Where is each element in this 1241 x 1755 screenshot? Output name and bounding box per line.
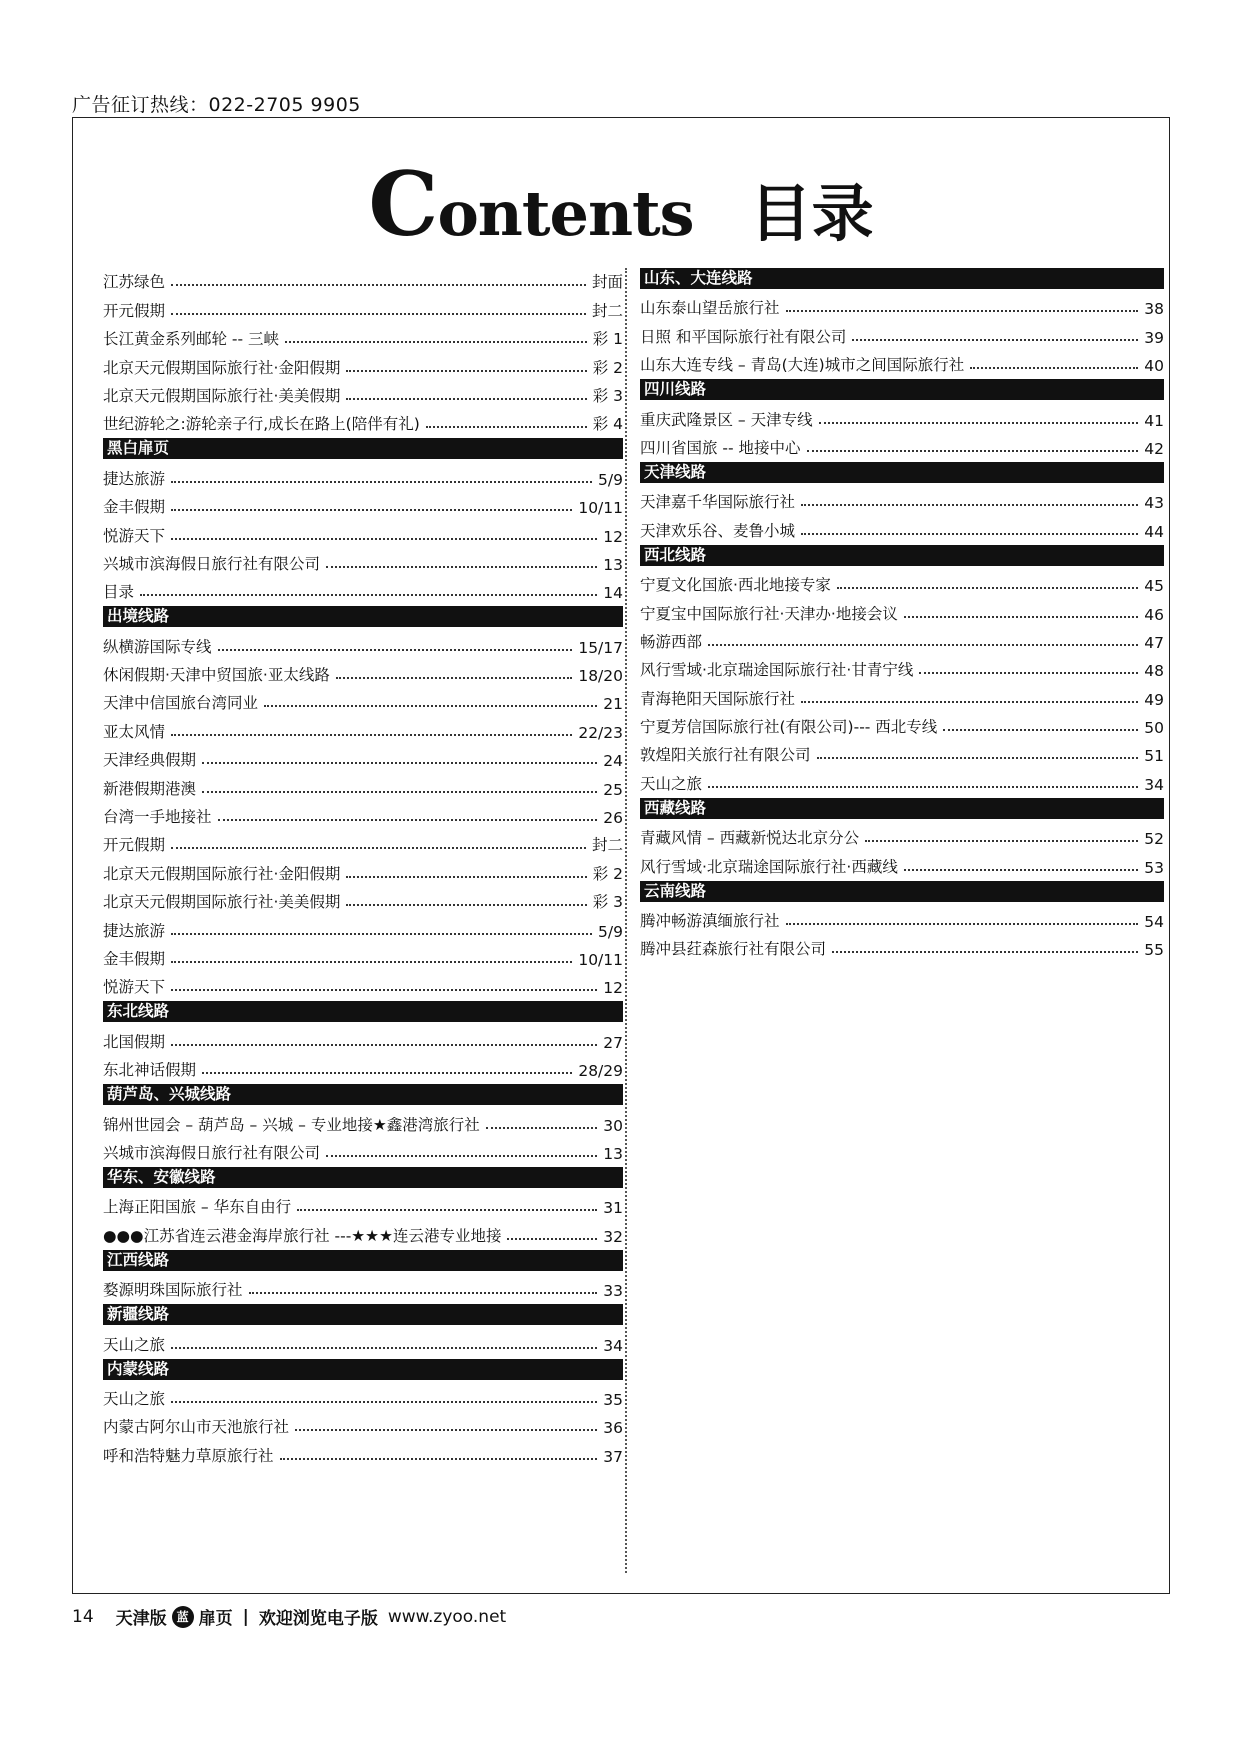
dot-leader — [346, 875, 586, 878]
toc-entry[interactable] — [103, 1052, 623, 1080]
toc-entry[interactable] — [640, 401, 1164, 429]
title-chinese: 目录 — [749, 177, 874, 250]
toc-entry[interactable] — [103, 1381, 623, 1409]
entry-label: 台湾一手地接社 — [103, 808, 212, 827]
dot-leader — [202, 1071, 572, 1074]
dot-leader — [336, 676, 572, 679]
entry-label: 捷达旅游 — [103, 921, 166, 940]
footer-separator: | — [242, 1606, 249, 1627]
section-header: 西北线路 — [640, 545, 1164, 566]
dot-leader — [140, 593, 597, 596]
entry-page: 18/20 — [578, 667, 623, 686]
dot-leader — [171, 988, 597, 991]
entry-page: 彩 2 — [592, 358, 623, 377]
toc-entry[interactable] — [640, 347, 1164, 375]
entry-label: 北国假期 — [103, 1032, 166, 1051]
entry-label: 呼和浩特魅力草原旅行社 — [103, 1446, 274, 1465]
toc-right-column — [640, 264, 1164, 959]
dot-leader — [346, 397, 586, 400]
page-footer — [72, 1604, 506, 1629]
dot-leader — [280, 1457, 598, 1460]
entry-page: 10/11 — [578, 499, 623, 518]
dot-leader — [970, 366, 1138, 369]
footer-section: 扉页 — [198, 1609, 233, 1629]
entry-page: 53 — [1144, 858, 1164, 877]
dot-leader — [801, 503, 1138, 506]
page-title — [73, 152, 1169, 256]
toc-entry[interactable] — [640, 318, 1164, 346]
toc-entry[interactable] — [103, 827, 623, 855]
entry-label: 金丰假期 — [103, 949, 166, 968]
toc-entry[interactable] — [103, 406, 623, 434]
entry-page: 54 — [1144, 913, 1164, 932]
section-header: 出境线路 — [103, 606, 623, 627]
dot-leader — [297, 1208, 597, 1211]
entry-label: 锦州世园会 – 葫芦岛 – 兴城 – 专业地接★鑫港湾旅行社 — [103, 1115, 480, 1134]
toc-entry[interactable] — [640, 820, 1164, 848]
entry-page: 21 — [603, 695, 623, 714]
entry-page: 15/17 — [578, 638, 623, 657]
dot-leader — [218, 818, 598, 821]
section-header: 四川线路 — [640, 379, 1164, 400]
ad-hotline: 广告征订热线：022-2705 9905 — [72, 94, 361, 116]
entry-page: 42 — [1144, 439, 1164, 458]
entry-page: 14 — [603, 584, 623, 603]
entry-label: 江苏绿色 — [103, 273, 166, 292]
entry-label: 四川省国旅 -- 地接中心 — [640, 438, 801, 457]
entry-page: 45 — [1144, 577, 1164, 596]
entry-page: 25 — [603, 780, 623, 799]
entry-label: 东北神话假期 — [103, 1061, 197, 1080]
toc-entry[interactable] — [103, 685, 623, 713]
entry-label: 畅游西部 — [640, 632, 703, 651]
dot-leader — [807, 449, 1139, 452]
toc-entry[interactable] — [103, 546, 623, 574]
entry-page: 34 — [1144, 775, 1164, 794]
footer-edition: 天津版 — [115, 1609, 167, 1629]
entry-label: 宁夏宝中国际旅行社·天津办·地接会议 — [640, 604, 898, 623]
dot-leader — [786, 922, 1139, 925]
dot-leader — [801, 700, 1138, 703]
toc-entry[interactable] — [103, 1217, 623, 1245]
entry-page: 10/11 — [578, 950, 623, 969]
toc-entry[interactable] — [103, 969, 623, 997]
toc-entry[interactable] — [640, 567, 1164, 595]
dot-leader — [426, 425, 587, 428]
column-divider — [625, 268, 627, 1573]
dot-leader — [171, 537, 597, 540]
entry-label: 婺源明珠国际旅行社 — [103, 1281, 243, 1300]
toc-entry[interactable] — [640, 737, 1164, 765]
entry-page: 24 — [603, 752, 623, 771]
toc-entry[interactable] — [103, 1023, 623, 1051]
toc-entry[interactable] — [640, 595, 1164, 623]
toc-entry[interactable] — [103, 321, 623, 349]
title-english: Contents — [368, 152, 694, 256]
entry-label: 天津中信国旅台湾同业 — [103, 694, 259, 713]
entry-label: 金丰假期 — [103, 498, 166, 517]
dot-leader — [507, 1237, 597, 1240]
entry-page: 39 — [1144, 328, 1164, 347]
toc-entry[interactable] — [103, 349, 623, 377]
entry-label: ●●●江苏省连云港金海岸旅行社 ---★★★连云港专业地接 — [103, 1226, 502, 1245]
entry-page: 48 — [1144, 662, 1164, 681]
toc-entry[interactable] — [103, 1106, 623, 1134]
entry-label: 北京天元假期国际旅行社·金阳假期 — [103, 864, 341, 883]
dot-leader — [346, 369, 586, 372]
entry-page: 5/9 — [598, 922, 623, 941]
entry-label: 长江黄金系列邮轮 -- 三峡 — [103, 330, 280, 349]
entry-label: 天津经典假期 — [103, 751, 197, 770]
toc-entry[interactable] — [103, 292, 623, 320]
entry-page: 封二 — [591, 301, 623, 320]
entry-label: 开元假期 — [103, 836, 166, 855]
section-header: 江西线路 — [103, 1250, 623, 1271]
toc-entry[interactable] — [103, 517, 623, 545]
section-header: 黑白扉页 — [103, 438, 623, 459]
entry-page: 12 — [603, 527, 623, 546]
toc-entry[interactable] — [640, 484, 1164, 512]
entry-label: 上海正阳国旅 – 华东自由行 — [103, 1198, 292, 1217]
section-header: 新疆线路 — [103, 1304, 623, 1325]
entry-label: 腾冲县荭森旅行社有限公司 — [640, 940, 827, 959]
entry-page: 34 — [603, 1336, 623, 1355]
toc-left-column — [103, 264, 623, 1466]
dot-leader — [171, 846, 586, 849]
entry-page: 41 — [1144, 411, 1164, 430]
entry-label: 捷达旅游 — [103, 469, 166, 488]
entry-label: 天山之旅 — [103, 1389, 166, 1408]
dot-leader — [202, 790, 597, 793]
toc-entry[interactable] — [103, 1437, 623, 1465]
toc-entry[interactable] — [640, 709, 1164, 737]
toc-entry[interactable] — [103, 855, 623, 883]
dot-leader — [904, 868, 1138, 871]
dot-leader — [295, 1428, 597, 1431]
section-header: 天津线路 — [640, 462, 1164, 483]
entry-label: 内蒙古阿尔山市天池旅行社 — [103, 1418, 290, 1437]
entry-label: 开元假期 — [103, 301, 166, 320]
toc-entry[interactable] — [103, 628, 623, 656]
dot-leader — [865, 839, 1138, 842]
entry-page: 49 — [1144, 690, 1164, 709]
entry-label: 青海艳阳天国际旅行社 — [640, 689, 796, 708]
dot-leader — [919, 671, 1138, 674]
entry-page: 31 — [603, 1199, 623, 1218]
entry-page: 彩 3 — [592, 386, 623, 405]
entry-page: 13 — [603, 1144, 623, 1163]
entry-page: 55 — [1144, 941, 1164, 960]
section-header: 内蒙线路 — [103, 1359, 623, 1380]
toc-entry[interactable] — [103, 799, 623, 827]
dot-leader — [832, 950, 1138, 953]
entry-page: 47 — [1144, 633, 1164, 652]
entry-label: 世纪游轮之:游轮亲子行,成长在路上(陪伴有礼) — [103, 415, 420, 434]
footer-welcome: 欢迎浏览电子版 — [258, 1609, 378, 1629]
edition-badge-icon: 蓝 — [172, 1606, 194, 1628]
toc-entry[interactable] — [640, 848, 1164, 876]
entry-label: 兴城市滨海假日旅行社有限公司 — [103, 1143, 321, 1162]
entry-page: 36 — [603, 1419, 623, 1438]
entry-page: 35 — [603, 1390, 623, 1409]
toc-entry[interactable] — [103, 574, 623, 602]
entry-page: 33 — [603, 1282, 623, 1301]
dot-leader — [837, 586, 1138, 589]
entry-page: 32 — [603, 1227, 623, 1246]
footer-page-number: 14 — [72, 1606, 94, 1627]
entry-label: 亚太风情 — [103, 722, 166, 741]
section-header: 山东、大连线路 — [640, 268, 1164, 289]
entry-page: 30 — [603, 1116, 623, 1135]
toc-entry[interactable] — [103, 1189, 623, 1217]
toc-entry[interactable] — [103, 884, 623, 912]
section-header: 西藏线路 — [640, 798, 1164, 819]
entry-label: 纵横游国际专线 — [103, 637, 212, 656]
toc-entry[interactable] — [640, 624, 1164, 652]
entry-page: 彩 2 — [592, 864, 623, 883]
toc-entry[interactable] — [103, 742, 623, 770]
entry-page: 27 — [603, 1033, 623, 1052]
dot-leader — [943, 728, 1138, 731]
entry-page: 22/23 — [578, 723, 623, 742]
entry-label: 重庆武隆景区 – 天津专线 — [640, 410, 813, 429]
entry-page: 13 — [603, 555, 623, 574]
dot-leader — [264, 704, 597, 707]
section-header: 华东、安徽线路 — [103, 1167, 623, 1188]
toc-entry[interactable] — [103, 1409, 623, 1437]
entry-page: 28/29 — [578, 1062, 623, 1081]
dot-leader — [817, 756, 1139, 759]
entry-page: 封二 — [591, 836, 623, 855]
toc-entry[interactable] — [103, 1272, 623, 1300]
toc-entry[interactable] — [640, 430, 1164, 458]
footer-url[interactable]: www.zyoo.net — [387, 1606, 507, 1627]
entry-page: 46 — [1144, 605, 1164, 624]
toc-entry[interactable] — [103, 912, 623, 940]
entry-label: 悦游天下 — [103, 526, 166, 545]
toc-entry[interactable] — [103, 264, 623, 292]
toc-entry[interactable] — [103, 378, 623, 406]
entry-label: 北京天元假期国际旅行社·金阳假期 — [103, 358, 341, 377]
entry-page: 彩 1 — [592, 330, 623, 349]
toc-entry[interactable] — [103, 770, 623, 798]
entry-page: 38 — [1144, 300, 1164, 319]
entry-label: 天津欢乐谷、麦鲁小城 — [640, 521, 796, 540]
entry-page: 5/9 — [598, 470, 623, 489]
entry-label: 休闲假期·天津中贸国旅·亚太线路 — [103, 666, 330, 685]
entry-label: 青藏风情 – 西藏新悦达北京分公 — [640, 829, 860, 848]
entry-label: 腾冲畅游滇缅旅行社 — [640, 912, 780, 931]
entry-label: 天津嘉千华国际旅行社 — [640, 493, 796, 512]
entry-label: 兴城市滨海假日旅行社有限公司 — [103, 554, 321, 573]
toc-entry[interactable] — [640, 931, 1164, 959]
entry-label: 悦游天下 — [103, 978, 166, 997]
dot-leader — [249, 1291, 598, 1294]
dot-leader — [819, 421, 1139, 424]
dot-leader — [171, 312, 586, 315]
dot-leader — [786, 309, 1139, 312]
toc-entry[interactable] — [103, 1326, 623, 1354]
dot-leader — [285, 340, 587, 343]
dot-leader — [171, 733, 572, 736]
dot-leader — [801, 532, 1138, 535]
toc-entry[interactable] — [103, 941, 623, 969]
dot-leader — [171, 1346, 597, 1349]
entry-page: 44 — [1144, 522, 1164, 541]
dot-leader — [171, 480, 592, 483]
entry-page: 50 — [1144, 719, 1164, 738]
entry-page: 40 — [1144, 357, 1164, 376]
dot-leader — [904, 615, 1138, 618]
toc-entry[interactable] — [103, 1135, 623, 1163]
entry-label: 北京天元假期国际旅行社·美美假期 — [103, 386, 341, 405]
entry-label: 目录 — [103, 583, 135, 602]
toc-entry[interactable] — [103, 657, 623, 685]
entry-page: 彩 3 — [592, 893, 623, 912]
dot-leader — [171, 1400, 597, 1403]
entry-label: 山东大连专线 – 青岛(大连)城市之间国际旅行社 — [640, 356, 965, 375]
toc-entry[interactable] — [103, 460, 623, 488]
dot-leader — [486, 1126, 598, 1129]
toc-entry[interactable] — [640, 903, 1164, 931]
entry-page: 彩 4 — [592, 415, 623, 434]
dot-leader — [171, 960, 572, 963]
dot-leader — [326, 565, 597, 568]
entry-page: 52 — [1144, 830, 1164, 849]
entry-label: 宁夏芳信国际旅行社(有限公司)--- 西北专线 — [640, 718, 938, 737]
entry-label: 新港假期港澳 — [103, 779, 197, 798]
section-header: 东北线路 — [103, 1001, 623, 1022]
toc-entry[interactable] — [640, 290, 1164, 318]
contents-frame — [72, 117, 1170, 1594]
section-header: 葫芦岛、兴城线路 — [103, 1084, 623, 1105]
entry-page: 51 — [1144, 747, 1164, 766]
entry-page: 43 — [1144, 494, 1164, 513]
dot-leader — [171, 1043, 597, 1046]
entry-label: 北京天元假期国际旅行社·美美假期 — [103, 893, 341, 912]
dot-leader — [852, 338, 1138, 341]
toc-entry[interactable] — [103, 489, 623, 517]
entry-label: 宁夏文化国旅·西北地接专家 — [640, 576, 831, 595]
entry-label: 山东泰山望岳旅行社 — [640, 299, 780, 318]
toc-entry[interactable] — [640, 652, 1164, 680]
entry-label: 风行雪域·北京瑞途国际旅行社·西藏线 — [640, 857, 898, 876]
dot-leader — [202, 761, 597, 764]
section-header: 云南线路 — [640, 881, 1164, 902]
entry-page: 封面 — [591, 273, 623, 292]
toc-entry[interactable] — [103, 713, 623, 741]
entry-label: 风行雪域·北京瑞途国际旅行社·甘青宁线 — [640, 661, 914, 680]
toc-entry[interactable] — [640, 680, 1164, 708]
dot-leader — [708, 785, 1138, 788]
entry-page: 37 — [603, 1447, 623, 1466]
entry-label: 天山之旅 — [103, 1335, 166, 1354]
dot-leader — [326, 1154, 597, 1157]
dot-leader — [171, 508, 572, 511]
toc-entry[interactable] — [640, 765, 1164, 793]
entry-label: 天山之旅 — [640, 774, 703, 793]
dot-leader — [218, 648, 573, 651]
entry-label: 敦煌阳关旅行社有限公司 — [640, 746, 811, 765]
dot-leader — [346, 903, 586, 906]
dot-leader — [171, 932, 592, 935]
toc-entry[interactable] — [640, 512, 1164, 540]
entry-page: 12 — [603, 979, 623, 998]
dot-leader — [708, 643, 1138, 646]
entry-page: 26 — [603, 809, 623, 828]
entry-label: 日照 和平国际旅行社有限公司 — [640, 327, 847, 346]
dot-leader — [171, 283, 586, 286]
